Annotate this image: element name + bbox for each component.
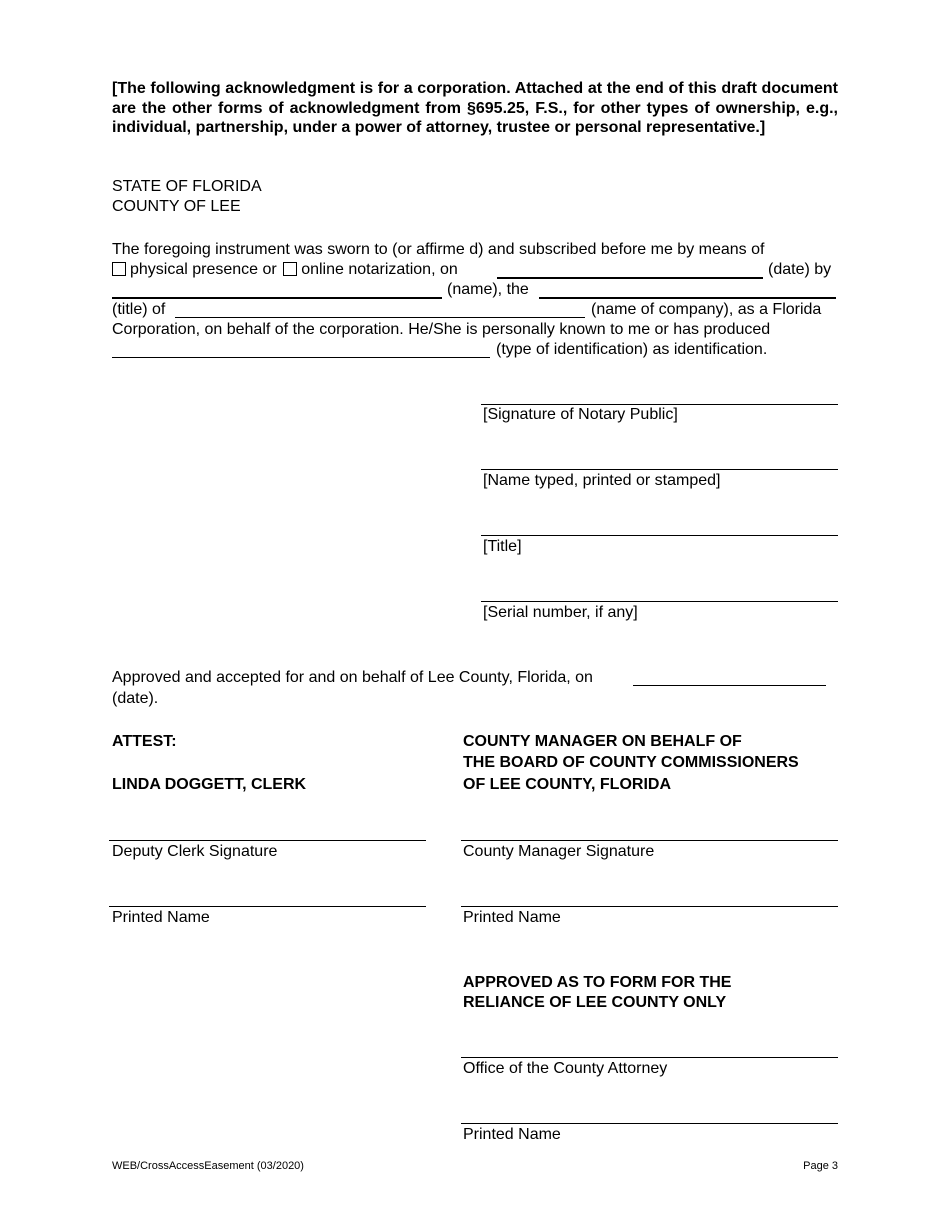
ack-name-field[interactable] <box>112 297 442 299</box>
county-manager-signature-line[interactable] <box>461 840 838 841</box>
ack-title-field[interactable] <box>539 297 836 299</box>
clerk-printed-name-line[interactable] <box>109 906 426 907</box>
ack-date-field[interactable] <box>497 277 763 279</box>
manager-printed-name-label: Printed Name <box>463 909 561 926</box>
state-label: STATE OF FLORIDA <box>112 178 262 195</box>
ack-line-2 <box>112 261 458 279</box>
manager-heading-1: COUNTY MANAGER ON BEHALF OF <box>463 733 742 750</box>
county-attorney-label: Office of the County Attorney <box>463 1060 668 1077</box>
clerk-printed-name-label: Printed Name <box>112 909 210 926</box>
physical-presence-label: physical presence or <box>130 261 277 278</box>
county-attorney-line[interactable] <box>461 1057 838 1058</box>
ack-line-1: The foregoing instrument was sworn to (or affirme d) and subscribed before me by means of <box>112 241 765 258</box>
intro-note: [The following acknowledgment is for a corporation. Attached at the end of this draft document are the other forms of acknowledgment from §695.25, F.S., for other types of ownership, e.g., individual, partnership, under a power of attorney, trustee or personal representative.] <box>112 80 838 136</box>
footer-page-number: Page 3 <box>803 1160 838 1172</box>
clerk-name: LINDA DOGGETT, CLERK <box>112 776 307 793</box>
attest-heading: ATTEST: <box>112 733 177 750</box>
id-type-label: (type of identification) as identification. <box>496 341 768 358</box>
notary-title-line[interactable] <box>481 535 838 536</box>
title-of-label: (title) of <box>112 301 166 318</box>
manager-printed-name-line[interactable] <box>461 906 838 907</box>
online-notarization-checkbox[interactable] <box>283 262 297 276</box>
notary-serial-label: [Serial number, if any] <box>483 604 638 621</box>
date-by-label: (date) by <box>768 261 832 278</box>
attorney-printed-name-label: Printed Name <box>463 1126 561 1143</box>
approved-date-field[interactable] <box>633 685 826 686</box>
approved-form-heading-1: APPROVED AS TO FORM FOR THE <box>463 974 732 991</box>
attorney-printed-name-line[interactable] <box>461 1123 838 1124</box>
online-notarization-label: online notarization, on <box>301 261 458 278</box>
county-label: COUNTY OF LEE <box>112 198 241 215</box>
manager-heading-2: THE BOARD OF COUNTY COMMISSIONERS <box>463 754 799 771</box>
deputy-clerk-signature-line[interactable] <box>109 840 426 841</box>
deputy-clerk-signature-label: Deputy Clerk Signature <box>112 843 278 860</box>
physical-presence-checkbox[interactable] <box>112 262 126 276</box>
name-the-label: (name), the <box>447 281 529 298</box>
approved-form-heading-2: RELIANCE OF LEE COUNTY ONLY <box>463 994 727 1011</box>
notary-name-line[interactable] <box>481 469 838 470</box>
company-label: (name of company), as a Florida <box>591 301 822 318</box>
ack-id-field[interactable] <box>112 357 490 358</box>
notary-name-label: [Name typed, printed or stamped] <box>483 472 721 489</box>
ack-company-field[interactable] <box>175 317 585 318</box>
approved-line: Approved and accepted for and on behalf of Lee County, Florida, on <box>112 669 593 686</box>
notary-title-label: [Title] <box>483 538 522 555</box>
notary-signature-label: [Signature of Notary Public] <box>483 406 678 423</box>
county-manager-signature-label: County Manager Signature <box>463 843 655 860</box>
ack-line-5: Corporation, on behalf of the corporation. He/She is personally known to me or has produced <box>112 321 771 338</box>
notary-signature-line[interactable] <box>481 404 838 405</box>
approved-date-label: (date). <box>112 690 159 707</box>
manager-heading-3: OF LEE COUNTY, FLORIDA <box>463 776 671 793</box>
notary-serial-line[interactable] <box>481 601 838 602</box>
footer-document-id: WEB/CrossAccessEasement (03/2020) <box>112 1160 304 1172</box>
